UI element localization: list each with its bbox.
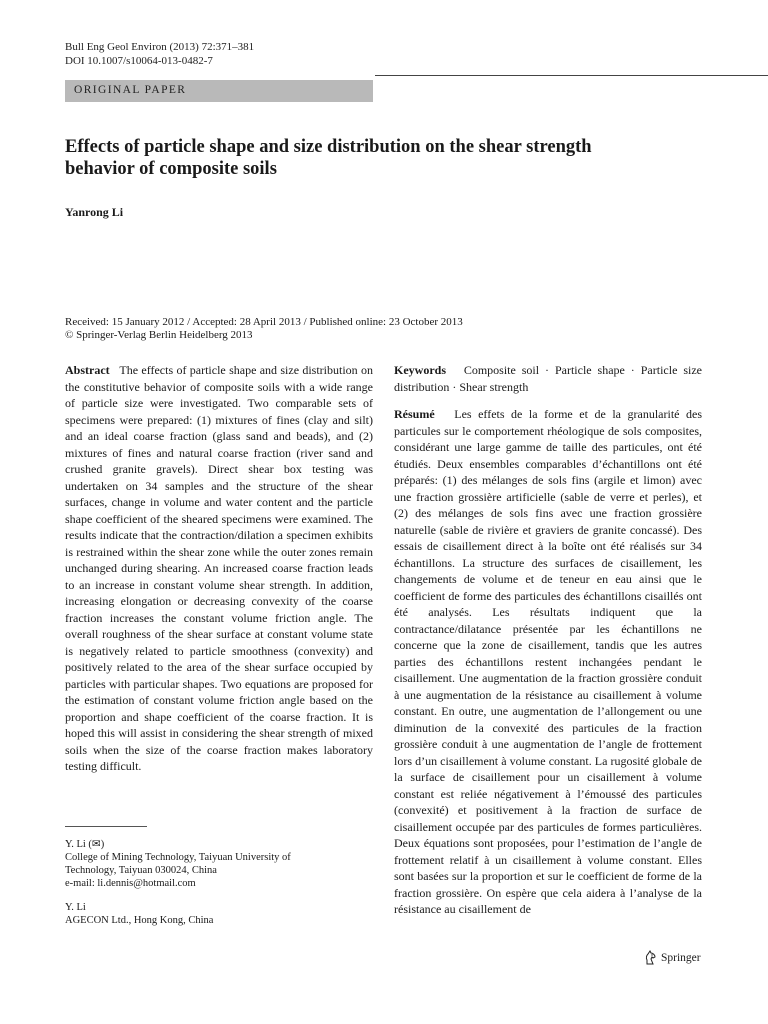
- abstract-text: The effects of particle shape and size distribution on the constitutive behavior of composite soils with a wide range of particle size were investigated. Two comparable sets of specimens were prepared: (1) mixtures of fines (clay and silt) and an ideal coarse fraction (glass sand and beads), and (2) mixtures of fines and natural coarse fraction (river sand and crushed granite gravels). Direct shear box testing was undertaken on 34 samples and the structure of the shear surfaces, change in volume and water content and the particle shape coefficient of the sheared specimens were examined. The results indicate that the contraction/dilation a specimen exhibits is restrained within the shear zone while the outer zones remain unchanged during shearing. An increased coarse fraction leads to an increase in constant volume shear strength. In addition, increasing elongation or decreasing convexity of the coarse fraction increases the constant volume friction angle. The overall roughness of the shear surface at constant volume state is negatively related to particle smoothness (convexity) and positively related to the area of the shear surface occupied by particles with particular shapes. Two equations are proposed for the estimation of constant volume friction angle based on the proportion and shape coefficient of the coarse fraction. It is hoped this will assist in considering the shear strength of mixed soils when the size of the coarse fraction makes laboratory testing difficult.: [65, 363, 373, 773]
- affiliation-line: Technology, Taiyuan 030024, China: [65, 865, 217, 876]
- affiliation-primary: [65, 838, 365, 890]
- paper-title: Effects of particle shape and size distribution on the shear strength behavior of composite soils: [65, 137, 592, 179]
- article-type-banner: [65, 80, 373, 102]
- springer-knight-icon: [644, 950, 657, 965]
- copyright-line: © Springer-Verlag Berlin Heidelberg 2013: [65, 329, 253, 341]
- resume-text: Les effets de la forme et de la granularité des particules sur le comportement rhéologique de sols composites, considérant une large gamme de taille des particules, ont été étudiés. Deux ensembles comparables d’échantillons ont été préparés: (1) des mélanges de sols fins (argile et limon) avec une fraction grossière artificielle (sable de verre et perles), et (2) des mélanges de sols fins avec une fraction grossière naturelle (sable de rivière et graviers de granite concassé). Des essais de cisaillement direct à la boîte ont été réalisés sur 34 échantillons. La structure des surfaces de cisaillement, les changements de volume et de teneur en eau ainsi que le coefficient de forme des particules des échantillons cisaillés ont été analysés. Les résultats indiquent que la contractance/dilatance présentée par les échantillons ne concerne que la zone de cisaillement, tandis que les autres parties des échantillons restent inchangées pendant le cisaillement. Une augmentation de la fraction grossière conduit à une augmentation de la résistance au cisaillement à volume constant. En outre, une augmentation de l’allongement ou une diminution de la convexité des particules de la fraction grossière conduit à une augmentation de l’angle de frottement lors d’un cisaillement à volume constant. La rugosité globale de la surface de cisaillement pour un cisaillement à volume constant est reliée négativement à l’émoussé des particules (convexité) et positivement à la fraction de surface de cisaillement occupée par des particules de formes particulières. Deux équations sont proposées, pour l’estimation de l’angle de frottement relatif à un cisaillement à volume constant. Elles sont basées sur la proportion et sur le coefficient de forme de la fraction grossière. On espère que cela aidera à l’analyse de la résistance au cisaillement de: [394, 407, 702, 916]
- right-column: [394, 362, 702, 918]
- affiliation-line: AGECON Ltd., Hong Kong, China: [65, 915, 214, 926]
- resume-section: [394, 406, 702, 918]
- publisher-logo: [644, 950, 701, 965]
- publication-history: Received: 15 January 2012 / Accepted: 28 April 2013 / Published online: 23 October 2013: [65, 316, 463, 328]
- author-name: Yanrong Li: [65, 205, 124, 219]
- affiliation-line: College of Mining Technology, Taiyuan University of: [65, 852, 291, 863]
- journal-citation: Bull Eng Geol Environ (2013) 72:371–381: [65, 41, 255, 53]
- footnote-rule: [65, 826, 147, 827]
- keywords-text: Composite soil · Particle shape · Particle size distribution · Shear strength: [394, 363, 702, 394]
- affiliation-author: Y. Li (✉): [65, 839, 105, 850]
- publisher-name: Springer: [661, 951, 701, 964]
- keywords-section: [394, 362, 702, 395]
- author-email[interactable]: e-mail: li.dennis@hotmail.com: [65, 878, 196, 889]
- article-type-label: ORIGINAL PAPER: [74, 84, 187, 96]
- affiliation-secondary: [65, 901, 365, 927]
- doi: DOI 10.1007/s10064-013-0482-7: [65, 55, 213, 67]
- abstract-heading: Abstract: [65, 363, 110, 377]
- header-rule: [375, 75, 768, 76]
- resume-heading: Résumé: [394, 407, 435, 421]
- keywords-heading: Keywords: [394, 363, 446, 377]
- abstract-section: [65, 362, 373, 775]
- publication-dates: [65, 316, 705, 342]
- affiliation-author: Y. Li: [65, 902, 86, 913]
